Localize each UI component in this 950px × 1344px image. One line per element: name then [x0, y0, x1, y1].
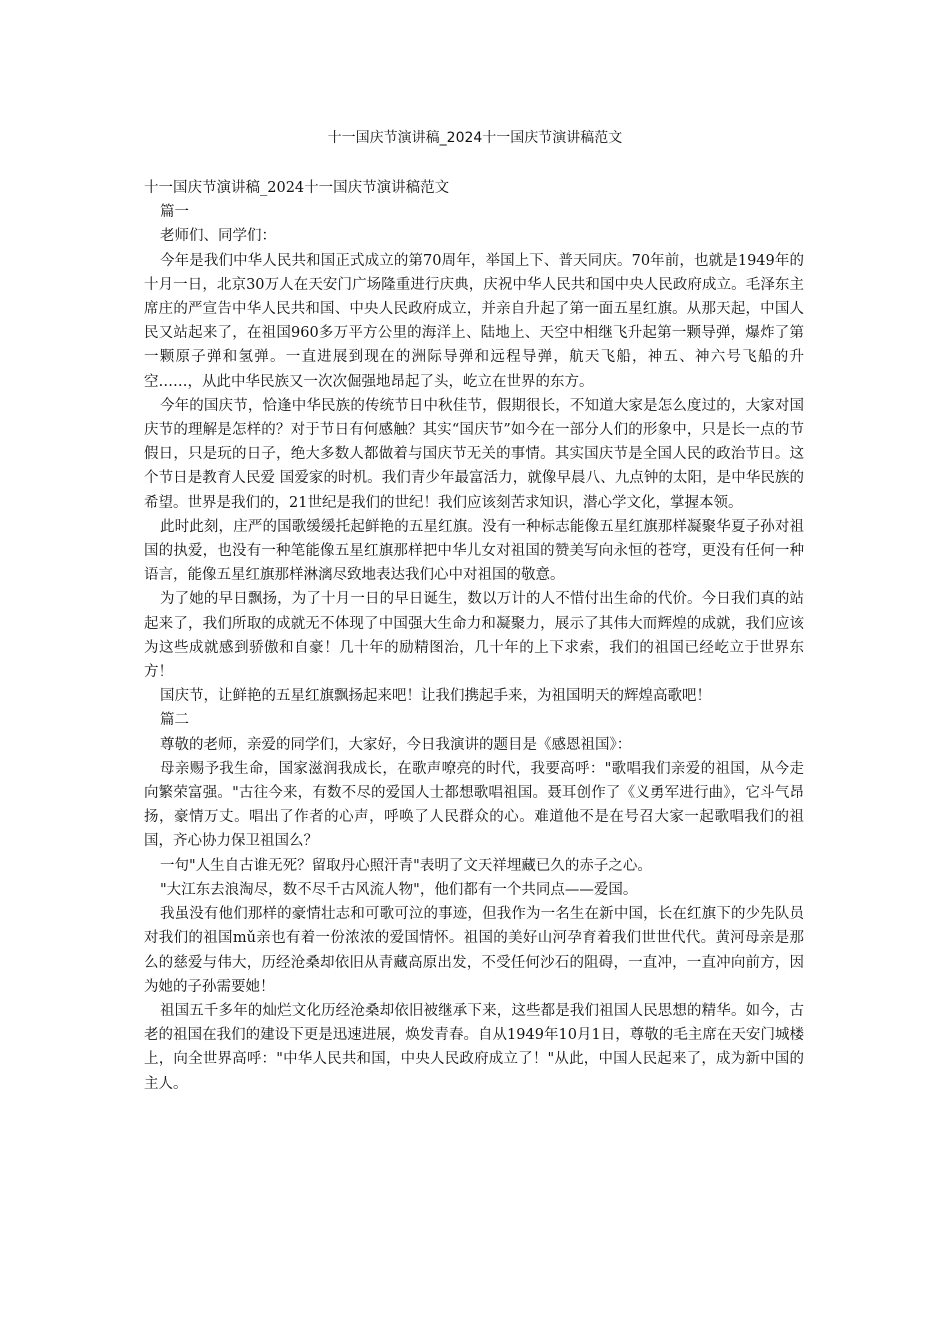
document-subtitle: 十一国庆节演讲稿_2024十一国庆节演讲稿范文: [144, 180, 450, 196]
paragraph: 一句"人生自古谁无死？留取丹心照汗青"表明了文天祥埋藏已久的赤子之心。: [160, 857, 652, 874]
section-heading-1: 篇一: [160, 204, 189, 221]
paragraph: 祖国五千多年的灿烂文化历经沧桑却依旧被继承下来，这些都是我们祖国人民思想的精华。如今，古老的祖国在我们的建设下更是迅速进展，焕发青春。自从1949年10月1日，尊敬的毛主席在天安门城楼上，向全世界高呼："中华人民共和国，中央人民政府成立了！"从此，中国人民起来了，成为新中国的主人。: [144, 1002, 804, 1092]
paragraph: 母亲赐予我生命，国家滋润我成长，在歌声嘹亮的时代，我要高呼："歌唱我们亲爱的祖国，从今走向繁荣富强。"古往今来，有数不尽的爱国人士都想歌唱祖国。聂耳创作了《义勇军进行曲》，它斗气昂扬，豪情万丈。唱出了作者的心声，呼唤了人民群众的心。难道他不是在号召大家一起歌唱我们的祖国，齐心协力保卫祖国么？: [144, 760, 804, 850]
paragraph: "大江东去浪淘尽，数不尽千古风流人物"，他们都有一个共同点——爱国。: [160, 881, 638, 898]
section-heading-2: 篇二: [160, 712, 189, 729]
paragraph: 今年是我们中华人民共和国正式成立的第70周年，举国上下、普天同庆。70年前，也就是1949年的十月一日，北京30万人在天安门广场隆重进行庆典，庆祝中华人民共和国中央人民政府成立。毛泽东主席庄的严宣告中华人民共和国、中央人民政府成立，并亲自升起了第一面五星红旗。从那天起，中国人民又站起来了，在祖国960多万平方公里的海洋上、陆地上、天空中相继飞升起第一颗导弹，爆炸了第一颗原子弹和氢弹。一直进展到现在的洲际导弹和远程导弹，航天飞船，神五、神六号飞船的升空……，从此中华民族又一次次倔强地昂起了头，屹立在世界的东方。: [144, 252, 804, 390]
paragraph: 我虽没有他们那样的豪情壮志和可歌可泣的事迹，但我作为一名生在新中国，长在红旗下的少先队员对我们的祖国mǔ亲也有着一份浓浓的爱国情怀。祖国的美好山河孕育着我们世世代代。黄河母亲是那么的慈爱与伟大，历经沧桑却依旧从青藏高原出发，不受任何沙石的阻碍，一直冲，一直冲向前方，因为她的子孙需要她！: [144, 906, 804, 995]
salutation-1: 老师们、同学们：: [160, 228, 276, 245]
paragraph: 为了她的早日飘扬，为了十月一日的早日诞生，数以万计的人不惜付出生命的代价。今日我们真的站起来了，我们所取的成就无不体现了中国强大生命力和凝聚力，展示了其伟大而辉煌的成就，我们应该为这些成就感到骄傲和自豪！几十年的励精图治，几十年的上下求索，我们的祖国已经屹立于世界东方！: [144, 591, 804, 681]
document-body: [144, 176, 804, 1096]
paragraph: 今年的国庆节，恰逢中华民族的传统节日中秋佳节，假期很长，不知道大家是怎么度过的，大家对国庆节的理解是怎样的？对于节日有何感触？其实“国庆节”如今在一部分人们的形象中，只是长一点的节假日，只是玩的日子，绝大多数人都做着与国庆节无关的事情。其实国庆节是全国人民的政治节日。这个节日是教育人民爱 国爱家的时机。我们青少年最富活力，就像早晨八、九点钟的太阳，是中华民族的希望。世界是我们的，21世纪是我们的世纪！我们应该刻苦求知识，潜心学文化，掌握本领。: [144, 397, 804, 511]
paragraph: 此时此刻，庄严的国歌缓缓托起鲜艳的五星红旗。没有一种标志能像五星红旗那样凝聚华夏子孙对祖国的执爱，也没有一种笔能像五星红旗那样把中华儿女对祖国的赞美写向永恒的苍穹，更没有任何一种语言，能像五星红旗那样淋漓尽致地表达我们心中对祖国的敬意。: [144, 518, 804, 584]
salutation-2: 尊敬的老师，亲爱的同学们，大家好，今日我演讲的题目是《感恩祖国》：: [160, 736, 632, 753]
paragraph: 国庆节，让鲜艳的五星红旗飘扬起来吧！让我们携起手来，为祖国明天的辉煌高歌吧！: [160, 688, 711, 705]
document-title: 十一国庆节演讲稿_2024十一国庆节演讲稿范文: [327, 130, 623, 146]
